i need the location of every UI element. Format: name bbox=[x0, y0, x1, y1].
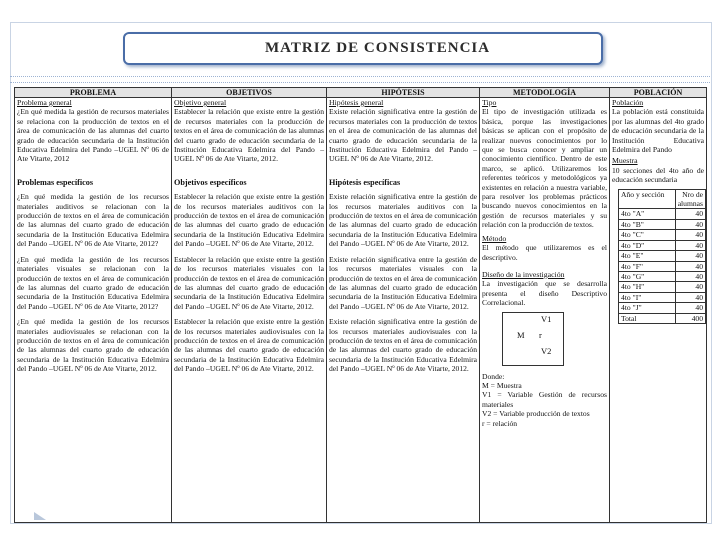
row-count: 40 bbox=[675, 282, 705, 292]
row-count: 40 bbox=[675, 230, 705, 240]
problemas-especificos-label: Problemas específicos bbox=[17, 177, 94, 187]
metodo-label: Método bbox=[482, 233, 507, 243]
header-poblacion: POBLACIÓN bbox=[610, 88, 707, 98]
table-row bbox=[619, 251, 706, 261]
hipotesis-especificas-label: Hipótesis específicas bbox=[329, 177, 401, 187]
donde-label: Donde: bbox=[482, 371, 505, 381]
row-count: 40 bbox=[675, 240, 705, 250]
row-count: 40 bbox=[675, 303, 705, 313]
header-objetivos: OBJETIVOS bbox=[172, 88, 327, 98]
hipotesis-especifica-1: Existe relación significativa entre la gestión de los recursos materiales auditivos con la producción de textos en el área de comunicación de las alumnas del cuarto grado de educación secundaria de la Institución Educativa Edelmira del Pando –UGEL Nº 06 de Ate Vitarte, 2012. bbox=[329, 192, 477, 249]
header-row bbox=[15, 88, 707, 98]
problema-general-text: ¿En qué medida la gestión de recursos materiales se relaciona con la producción de textos en el área de comunicación de las alumnas del cuarto grado de educación secundaria de la Institución Educativa Edelmira del Pando –UGEL Nº 06 de Ate Vitarte, 2012 bbox=[17, 107, 169, 164]
legend-v2: V2 = Variable producción de textos bbox=[482, 409, 590, 419]
table-row bbox=[619, 282, 706, 292]
row-seccion: 4to "I" bbox=[619, 292, 676, 302]
hipotesis-especifica-3: Existe relación significativa entre la gestión de los recursos materiales audiovisuales con la producción de textos en el área de comunicación de las alumnas del cuarto grado de educación secundaria de la Institución Educativa Edelmira del Pando –UGEL Nº 06 de Ate Vitarte, 2012. bbox=[329, 317, 477, 374]
row-seccion: 4to "H" bbox=[619, 282, 676, 292]
problema-column bbox=[15, 98, 172, 523]
page-title: MATRIZ DE CONSISTENCIA bbox=[265, 40, 491, 56]
muestra-label: Muestra bbox=[612, 156, 638, 166]
problema-especifico-2: ¿En qué medida la gestión de los recursos materiales visuales se relacionan con la producción de textos en el área de comunicación de las alumnas del cuarto grado de educación secundaria de la Institución Educativa Edelmira del Pando –UGEL Nº 06 de Ate Vitarte, 2012? bbox=[17, 254, 169, 311]
row-seccion: 4to "J" bbox=[619, 303, 676, 313]
table-row bbox=[619, 292, 706, 302]
row-count: 40 bbox=[675, 251, 705, 261]
total-value: 400 bbox=[675, 313, 705, 323]
objetivos-column bbox=[172, 98, 327, 523]
hipotesis-general-label: Hipótesis general bbox=[329, 98, 384, 107]
poblacion-column bbox=[610, 98, 707, 523]
diagram-v2: V2 bbox=[541, 345, 552, 356]
table-row bbox=[619, 261, 706, 271]
row-count: 40 bbox=[675, 261, 705, 271]
sample-col-nro: Nro de alumnas bbox=[675, 189, 705, 209]
hipotesis-general-text: Existe relación significativa entre la gestión de recursos materiales con la producción de textos en el área de comunicación de las alumnas del cuarto grado de educación secundaria de la Institución Educativa Edelmira del Pando –UGEL Nº 06 de Ate Vitarte, 2012. bbox=[329, 107, 477, 164]
legend-v1: V1 = Variable Gestión de recursos materiales bbox=[482, 390, 607, 409]
legend-r: r = relación bbox=[482, 418, 518, 428]
hipotesis-especifica-2: Existe relación significativa entre la gestión de los recursos materiales visuales con la producción de textos en el área de comunicación de las alumnas del cuarto grado de educación secundaria de la Institución Educativa Edelmira del Pando –UGEL Nº 06 de Ate Vitarte, 2012. bbox=[329, 254, 477, 311]
diseno-text: La investigación que se desarrolla presenta el diseño Descriptivo Correlacional. bbox=[482, 279, 607, 308]
objetivo-especifico-1: Establecer la relación que existe entre la gestión de los recursos materiales auditivos con la producción de textos en el área de comunicación de las alumnas del cuarto grado de educación secundaria de la Institución Educativa Edelmira del Pando –UGEL Nº 06 de Ate Vitarte, 2012. bbox=[174, 192, 324, 249]
row-seccion: 4to "F" bbox=[619, 261, 676, 271]
row-count: 40 bbox=[675, 292, 705, 302]
sample-col-seccion: Año y sección bbox=[619, 189, 676, 209]
diagram-m: M bbox=[517, 329, 525, 340]
problema-general-label: Problema general bbox=[17, 98, 72, 107]
diseno-label: Diseño de la investigación bbox=[482, 269, 565, 279]
corner-marker bbox=[34, 512, 46, 520]
content-row bbox=[15, 98, 707, 523]
row-seccion: 4to "B" bbox=[619, 219, 676, 229]
header-metodologia: METODOLOGÍA bbox=[480, 88, 610, 98]
diagram-r: r bbox=[539, 329, 542, 340]
title-banner bbox=[123, 32, 603, 65]
header-problema: PROBLEMA bbox=[15, 88, 172, 98]
table-row bbox=[619, 219, 706, 229]
row-count: 40 bbox=[675, 219, 705, 229]
header-hipotesis: HIPÓTESIS bbox=[327, 88, 480, 98]
objetivo-general-text: Establecer la relación que existe entre la gestión de recursos materiales con la producción de textos en el área de comunicación de las alumnas del cuarto grado de educación secundaria de la Institución Educativa Edelmira del Pando –UGEL Nº 06 de Ate Vitarte, 2012. bbox=[174, 107, 324, 164]
design-diagram bbox=[502, 312, 564, 366]
objetivo-especifico-2: Establecer la relación que existe entre la gestión de los recursos materiales visuales con la producción de textos en el área de comunicación de las alumnas del cuarto grado de educación secundaria de la Institución Educativa Edelmira del Pando –UGEL Nº 06 de Ate Vitarte, 2012. bbox=[174, 254, 324, 311]
table-row bbox=[619, 230, 706, 240]
row-count: 40 bbox=[675, 271, 705, 281]
poblacion-label: Población bbox=[612, 98, 644, 107]
diagram-v1: V1 bbox=[541, 313, 552, 324]
row-seccion: 4to "G" bbox=[619, 271, 676, 281]
total-row bbox=[619, 313, 706, 323]
table-row bbox=[619, 240, 706, 250]
objetivos-especificos-label: Objetivos específicos bbox=[174, 177, 247, 187]
tipo-text: El tipo de investigación utilizada es básica, porque las investigaciones básicas se aplican con el propósito de realizar nuevos conocimientos por lo que se busca conocer y ampliar un conocimiento científico. Dentro de este marco, se aplicó. Utilizaremos los referentes teóricos y metodológicos ya existentes en relación a nuestra variable, para resolver los problemas prácticos buscando nuevos conocimientos en la gestión de recursos materiales y su relación con la producción de textos. bbox=[482, 107, 607, 230]
total-label: Total bbox=[619, 313, 676, 323]
row-seccion: 4to "E" bbox=[619, 251, 676, 261]
row-count: 40 bbox=[675, 209, 705, 219]
muestra-text: 10 secciones del 4to año de educación secundaria bbox=[612, 165, 704, 185]
row-seccion: 4to "C" bbox=[619, 230, 676, 240]
metodo-text: El método que utilizaremos es el descriptivo. bbox=[482, 243, 607, 262]
tipo-label: Tipo bbox=[482, 98, 497, 107]
consistency-matrix bbox=[14, 87, 707, 523]
objetivo-general-label: Objetivo general bbox=[174, 98, 227, 107]
divider-line bbox=[10, 82, 710, 83]
legend-m: M = Muestra bbox=[482, 380, 522, 390]
divider-line bbox=[10, 76, 710, 77]
table-row bbox=[619, 209, 706, 219]
hipotesis-column bbox=[327, 98, 480, 523]
sample-header-row bbox=[619, 189, 706, 209]
row-seccion: 4to "D" bbox=[619, 240, 676, 250]
objetivo-especifico-3: Establecer la relación que existe entre la gestión de los recursos materiales audiovisuales con la producción de textos en el área de comunicación de las alumnas del cuarto grado de educación secundaria de la Institución Educativa Edelmira del Pando –UGEL Nº 06 de Ate Vitarte, 2012. bbox=[174, 317, 324, 374]
poblacion-text: La población está constituida por las alumnas del 4to grado de educación secundaria de la Institución Educativa Edelmira del Pando bbox=[612, 107, 704, 155]
table-row bbox=[619, 271, 706, 281]
metodologia-column bbox=[480, 98, 610, 523]
sample-table bbox=[618, 189, 706, 324]
problema-especifico-1: ¿En qué medida la gestión de los recursos materiales auditivos se relacionan con la producción de textos en el área de comunicación de las alumnas del cuarto grado de educación secundaria de la Institución Educativa Edelmira del Pando –UGEL Nº 06 de Ate Vitarte, 2012? bbox=[17, 192, 169, 249]
row-seccion: 4to "A" bbox=[619, 209, 676, 219]
problema-especifico-3: ¿En qué medida la gestión de los recursos materiales audiovisuales se relacionan con la producción de textos en el área de comunicación de las alumnas del cuarto grado de educación secundaria de la Institución Educativa Edelmira del Pando –UGEL Nº 06 de Ate Vitarte, 2012. bbox=[17, 317, 169, 374]
table-row bbox=[619, 303, 706, 313]
